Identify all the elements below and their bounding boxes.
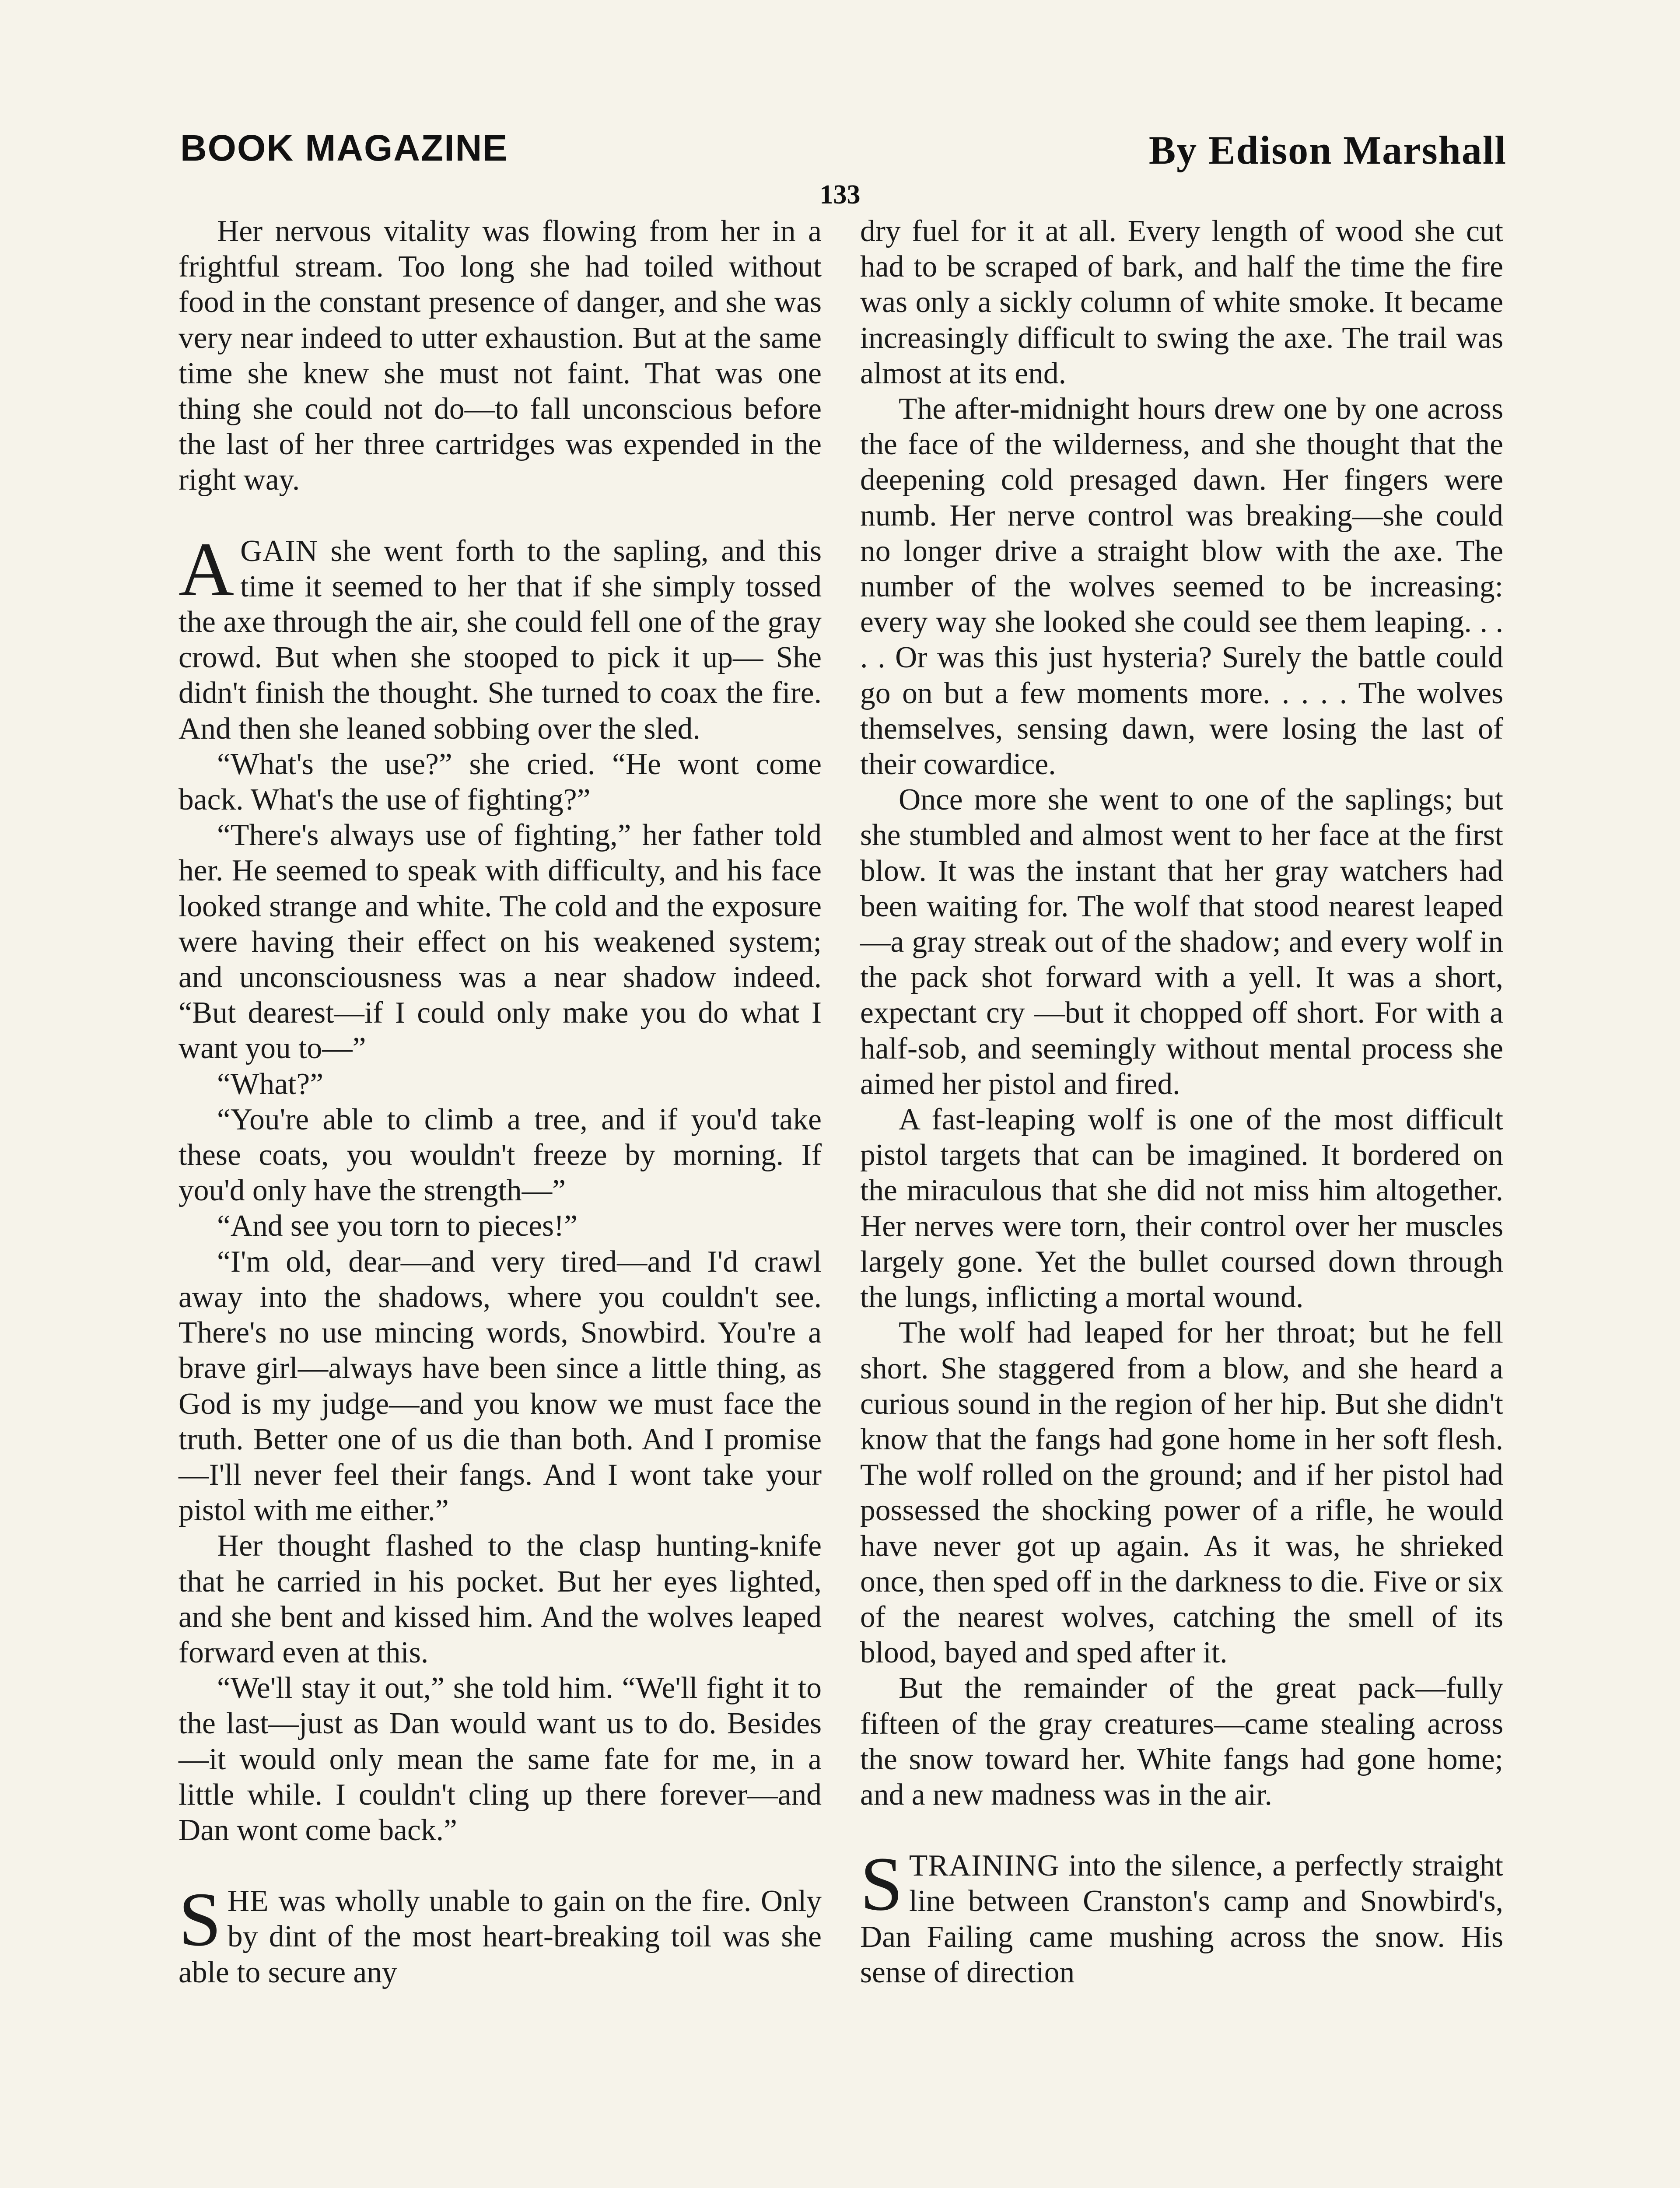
paragraph	[860, 1841, 1503, 1990]
lead-in-caps: TRAINING	[909, 1849, 1060, 1883]
paragraph: “We'll stay it out,” she told him. “We'll fight it to the last—just as Dan would want us to do. Besides—it would only mean the same fate for me, in a little while. I couldn't cling up there forever—and Dan wont come back.”	[178, 1671, 822, 1847]
right-text-column	[860, 214, 1503, 1990]
paragraph: “You're able to climb a tree, and if you'd take these coats, you wouldn't freeze by morning. If you'd only have the strength—”	[178, 1102, 822, 1208]
paragraph: A fast-leaping wolf is one of the most difficult pistol targets that can be imagined. It bordered on the miraculous that she did not miss him altogether. Her nerves were torn, their control over her muscles largely gone. Yet the bullet coursed down through the lungs, inflicting a mortal wound.	[860, 1103, 1503, 1315]
paragraph: The wolf had leaped for her throat; but he fell short. She staggered from a blow, and she heard a curious sound in the region of her hip. But she didn't know that the fangs had gone home in her soft flesh. The wolf rolled on the ground; and if her pistol had possessed the shocking power of a rifle, he would have never got up again. As it was, he shrieked once, then sped off in the darkness to die. Five or six of the nearest wolves, catching the smell of its blood, bayed and sped after it.	[860, 1316, 1503, 1670]
lead-in-caps: GAIN	[240, 534, 318, 568]
running-head-magazine: BOOK MAGAZINE	[180, 127, 508, 168]
drop-cap: S	[178, 1877, 221, 1963]
paragraph	[178, 1877, 822, 1990]
drop-cap: S	[860, 1841, 903, 1927]
paragraph: The after-midnight hours drew one by one across the face of the wilderness, and she thought that the deepening cold presaged dawn. Her fingers were numb. Her nerve control was breaking—she could no longer drive a straight blow with the axe. The number of the wolves seemed to be increasing: every way she looked she could see them leaping. . . . . Or was this just hysteria? Surely the battle could go on but a few moments more. . . . . The wolves themselves, sensing dawn, were losing the last of their cowardice.	[860, 392, 1503, 782]
paragraph-text: she went forth to the sapling, and this time it seemed to her that if she simply tossed the axe through the air, she could fell one of the gray crowd. But when she stooped to pick it up— She didn't finish the thought. She turned to coax the fire. And then she leaned sobbing over the sled.	[178, 534, 822, 746]
paragraph-text: into the silence, a perfectly straight line between Cranston's camp and Snowbird's, Dan Failing came mushing across the snow. His sense of direction	[860, 1849, 1503, 1989]
paragraph: Once more she went to one of the saplings; but she stumbled and almost went to her face at the first blow. It was the instant that her gray watchers had been waiting for. The wolf that stood nearest leaped—a gray streak out of the shadow; and every wolf in the pack shot forward with a yell. It was a short, expectant cry —but it chopped off short. For with a half-sob, and seemingly without mental process she aimed her pistol and fired.	[860, 783, 1503, 1101]
paragraph: “What?”	[217, 1067, 324, 1101]
paragraph	[178, 526, 822, 747]
paragraph: Her nervous vitality was flowing from her in a frightful stream. Too long she had toiled without food in the constant presence of danger, and she was very near indeed to utter exhaustion. But at the same time she knew she must not faint. That was one thing she could not do—to fall unconscious before the last of her three cartridges was expended in the right way.	[178, 214, 822, 497]
left-text-column	[178, 214, 822, 1990]
lead-in-caps: HE	[227, 1884, 269, 1918]
paragraph: “I'm old, dear—and very tired—and I'd crawl away into the shadows, where you couldn't see. There's no use mincing words, Snowbird. You're a brave girl—always have been since a little thing, as God is my judge—and you know we must face the truth. Better one of us die than both. And I promise—I'll never feel their fangs. And I wont take your pistol with me either.”	[178, 1245, 822, 1528]
running-head-author: By Edison Marshall	[1148, 128, 1507, 172]
paragraph-text: was wholly unable to gain on the fire. Only by dint of the most heart-breaking toil was she able to secure any	[178, 1884, 822, 1989]
paragraph: dry fuel for it at all. Every length of wood she cut had to be scraped of bark, and half the time the fire was only a sickly column of white smoke. It became increasingly difficult to swing the axe. The trail was almost at its end.	[860, 214, 1503, 390]
paragraph: “There's always use of fighting,” her father told her. He seemed to speak with difficulty, and his face looked strange and white. The cold and the exposure were having their effect on his weakened system; and unconsciousness was a near shadow indeed. “But dearest—if I could only make you do what I want you to—”	[178, 818, 822, 1066]
paragraph: Her thought flashed to the clasp hunting-knife that he carried in his pocket. But her eyes lighted, and she bent and kissed him. And the wolves leaped forward even at this.	[178, 1529, 822, 1669]
drop-cap: A	[178, 526, 234, 612]
paragraph: But the remainder of the great pack—fully fifteen of the gray creatures—came stealing across the snow toward her. White fangs had gone home; and a new madness was in the air.	[860, 1671, 1503, 1812]
paragraph: “And see you torn to pieces!”	[217, 1209, 578, 1243]
page-number: 133	[819, 180, 861, 210]
paragraph: “What's the use?” she cried. “He wont come back. What's the use of fighting?”	[178, 747, 822, 817]
